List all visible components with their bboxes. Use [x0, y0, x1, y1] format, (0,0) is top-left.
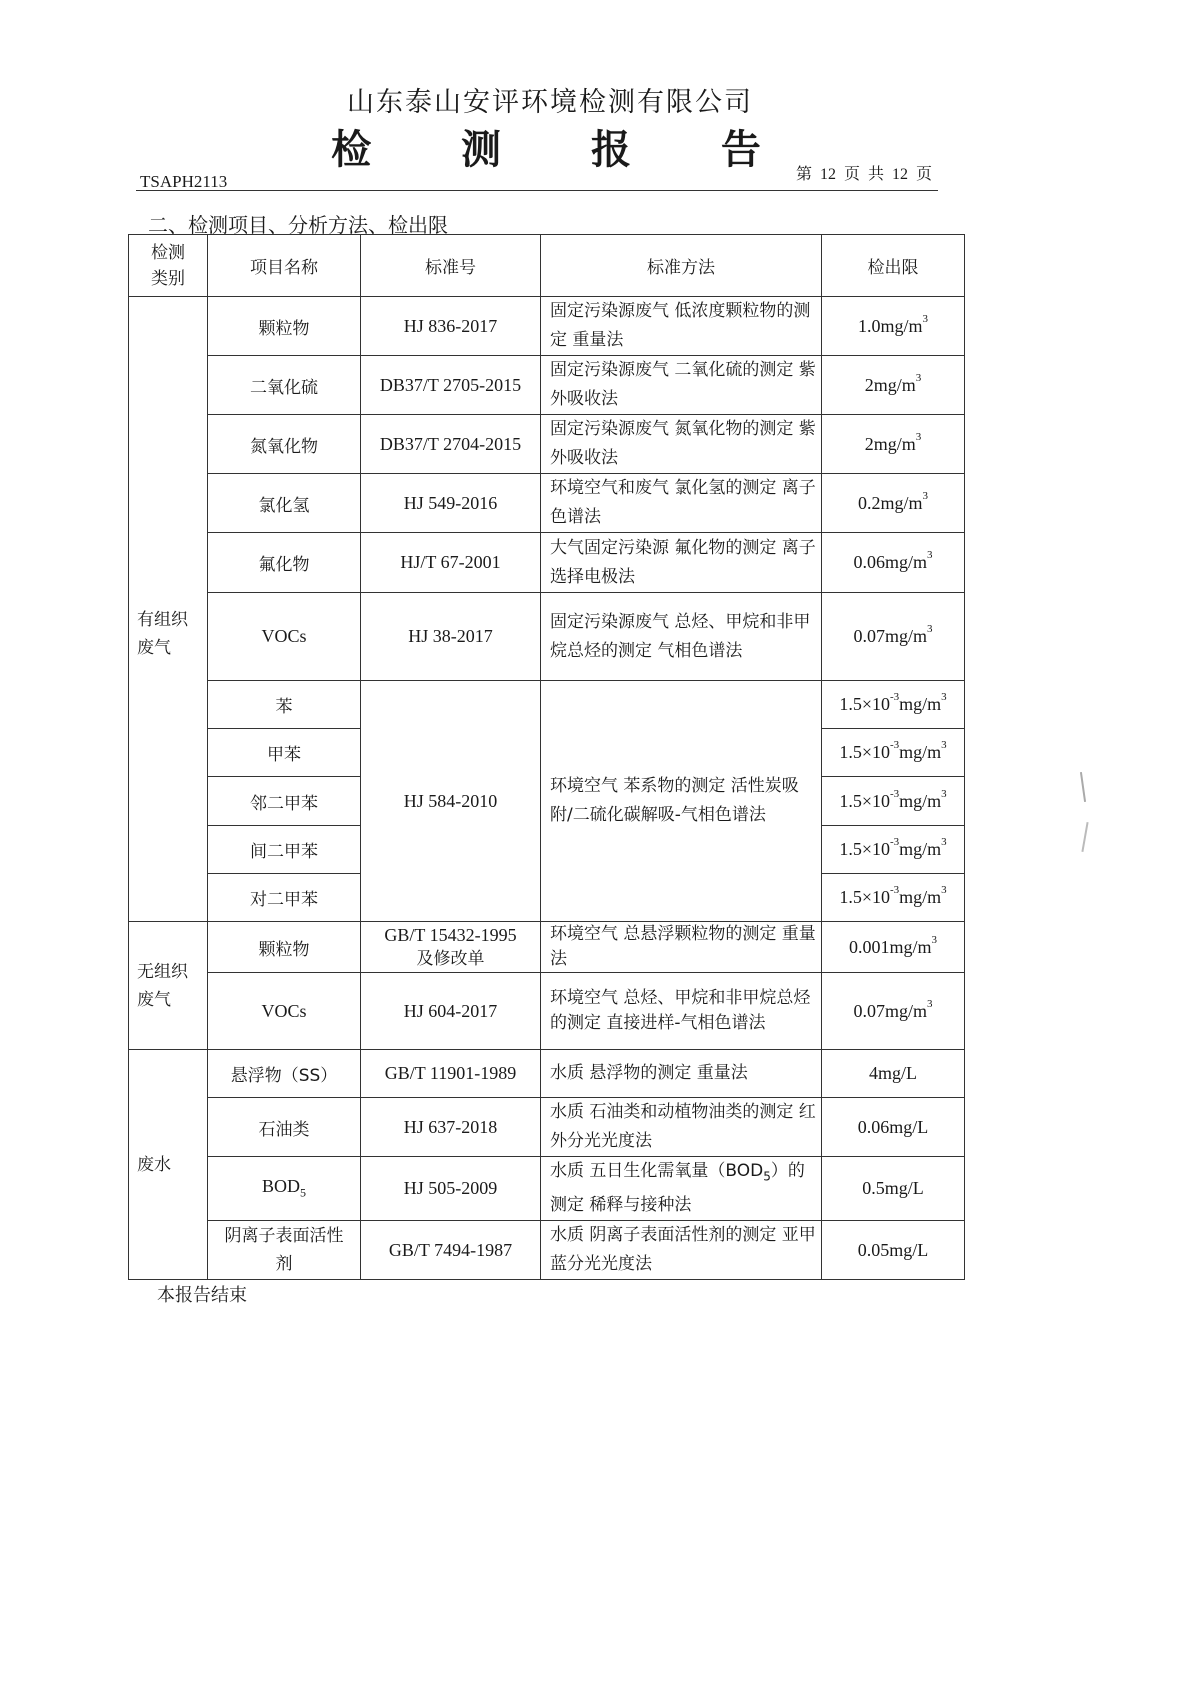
standard-method: 水质 五日生化需氧量$(BOD_5)$的测定 稀释与接种法	[541, 1157, 822, 1221]
standard-no: GB/T 15432-1995 及修改单	[361, 922, 541, 973]
item-name: 悬浮物（SS）	[208, 1050, 361, 1098]
header-limit: 检出限	[822, 235, 965, 297]
standard-method: 固定污染源废气 二氧化硫的测定 紫外吸收法	[541, 356, 822, 415]
detection-limit: 0.05mg/L	[822, 1221, 965, 1280]
item-name: 氮氧化物	[208, 415, 361, 474]
section-title: 二、检测项目、分析方法、检出限	[148, 213, 448, 237]
standard-no: HJ 38-2017	[361, 593, 541, 681]
item-name: 对二甲苯	[208, 874, 361, 922]
item-name: 颗粒物	[208, 297, 361, 356]
standard-no: DB37/T 2705-2015	[361, 356, 541, 415]
standard-method: 水质 阴离子表面活性剂的测定 亚甲蓝分光光度法	[541, 1221, 822, 1280]
standard-method: 环境空气和废气 氯化氢的测定 离子色谱法	[541, 474, 822, 533]
item-name: 阴离子表面活性剂	[208, 1221, 361, 1280]
table-row	[129, 297, 965, 356]
standard-no: HJ 505-2009	[361, 1157, 541, 1221]
item-name: VOCs	[208, 593, 361, 681]
standard-method: 环境空气 总烃、甲烷和非甲烷总烃的测定 直接进样-气相色谱法	[541, 973, 822, 1050]
category-organized-gas: 有组织废气	[129, 297, 208, 922]
table-row	[129, 922, 965, 973]
standard-no: GB/T 7494-1987	[361, 1221, 541, 1280]
detection-limit: $0.07mg/m^3$	[822, 973, 965, 1050]
category-unorganized-gas: 无组织废气	[129, 922, 208, 1050]
standard-no: HJ/T 67-2001	[361, 533, 541, 593]
standard-method: 固定污染源废气 总烃、甲烷和非甲烷总烃的测定 气相色谱法	[541, 593, 822, 681]
report-code: TSAPH2113	[140, 172, 228, 191]
table-row	[129, 415, 965, 474]
item-name: 氯化氢	[208, 474, 361, 533]
standard-no: HJ 637-2018	[361, 1098, 541, 1157]
detection-limit: $1.5\times 10^{-3}mg/m^3$	[822, 729, 965, 777]
company-name: 山东泰山安评环境检测有限公司	[347, 87, 753, 118]
standard-no: HJ 604-2017	[361, 973, 541, 1050]
standard-method-benzene-group: 环境空气 苯系物的测定 活性炭吸附/二硫化碳解吸-气相色谱法	[541, 681, 822, 922]
detection-limit: 0.06mg/L	[822, 1098, 965, 1157]
item-name: 颗粒物	[208, 922, 361, 973]
standard-no: HJ 836-2017	[361, 297, 541, 356]
standard-method: 固定污染源废气 氮氧化物的测定 紫外吸收法	[541, 415, 822, 474]
item-name: VOCs	[208, 973, 361, 1050]
detection-limit: $1.0mg/m^3$	[822, 297, 965, 356]
standard-no: HJ 549-2016	[361, 474, 541, 533]
item-name: 二氧化硫	[208, 356, 361, 415]
detection-limit: $1.5\times 10^{-3}mg/m^3$	[822, 874, 965, 922]
detection-limit: $0.07mg/m^3$	[822, 593, 965, 681]
table-row	[129, 681, 965, 729]
page-indicator: 第 12 页 共 12 页	[796, 166, 933, 183]
standard-no: DB37/T 2704-2015	[361, 415, 541, 474]
standard-method: 环境空气 总悬浮颗粒物的测定 重量法	[541, 922, 822, 973]
standard-no: GB/T 11901-1989	[361, 1050, 541, 1098]
item-name: 甲苯	[208, 729, 361, 777]
detection-limit: $2mg/m^3$	[822, 415, 965, 474]
header-item: 项目名称	[208, 235, 361, 297]
item-name: 间二甲苯	[208, 826, 361, 874]
detection-limit: $1.5\times 10^{-3}mg/m^3$	[822, 681, 965, 729]
detection-limit: 0.5mg/L	[822, 1157, 965, 1221]
table-row	[129, 356, 965, 415]
detection-limit: $1.5\times 10^{-3}mg/m^3$	[822, 777, 965, 826]
table-row	[129, 1098, 965, 1157]
category-wastewater: 废水	[129, 1050, 208, 1280]
detection-limit: $2mg/m^3$	[822, 356, 965, 415]
report-end-note: 本报告结束	[157, 1285, 247, 1306]
detection-limit: $0.2mg/m^3$	[822, 474, 965, 533]
item-name: 石油类	[208, 1098, 361, 1157]
scan-artifact	[1080, 772, 1086, 802]
table-row	[129, 1157, 965, 1221]
detection-limit: 4mg/L	[822, 1050, 965, 1098]
header-standard-no: 标准号	[361, 235, 541, 297]
table-row	[129, 474, 965, 533]
detection-limit: $1.5\times 10^{-3}mg/m^3$	[822, 826, 965, 874]
standard-method: 水质 石油类和动植物油类的测定 红外分光光度法	[541, 1098, 822, 1157]
standard-method: 大气固定污染源 氟化物的测定 离子选择电极法	[541, 533, 822, 593]
detection-limit: $0.06mg/m^3$	[822, 533, 965, 593]
table-row	[129, 973, 965, 1050]
header-category: 检测类别	[129, 235, 208, 297]
table-row	[129, 1221, 965, 1280]
standard-method: 固定污染源废气 低浓度颗粒物的测定 重量法	[541, 297, 822, 356]
item-name: $BOD_5$	[208, 1157, 361, 1221]
item-name: 苯	[208, 681, 361, 729]
item-name: 邻二甲苯	[208, 777, 361, 826]
table-row	[129, 533, 965, 593]
header-method: 标准方法	[541, 235, 822, 297]
header-divider	[136, 190, 938, 191]
table-header-row	[129, 235, 965, 297]
scan-artifact	[1081, 822, 1088, 852]
detection-methods-table	[128, 234, 965, 1280]
detection-limit: $0.001mg/m^3$	[822, 922, 965, 973]
table-row	[129, 1050, 965, 1098]
item-name: 氟化物	[208, 533, 361, 593]
standard-method: 水质 悬浮物的测定 重量法	[541, 1050, 822, 1098]
report-title: 检 测 报 告	[331, 127, 799, 173]
table-row	[129, 593, 965, 681]
standard-no-benzene-group: HJ 584-2010	[361, 681, 541, 922]
